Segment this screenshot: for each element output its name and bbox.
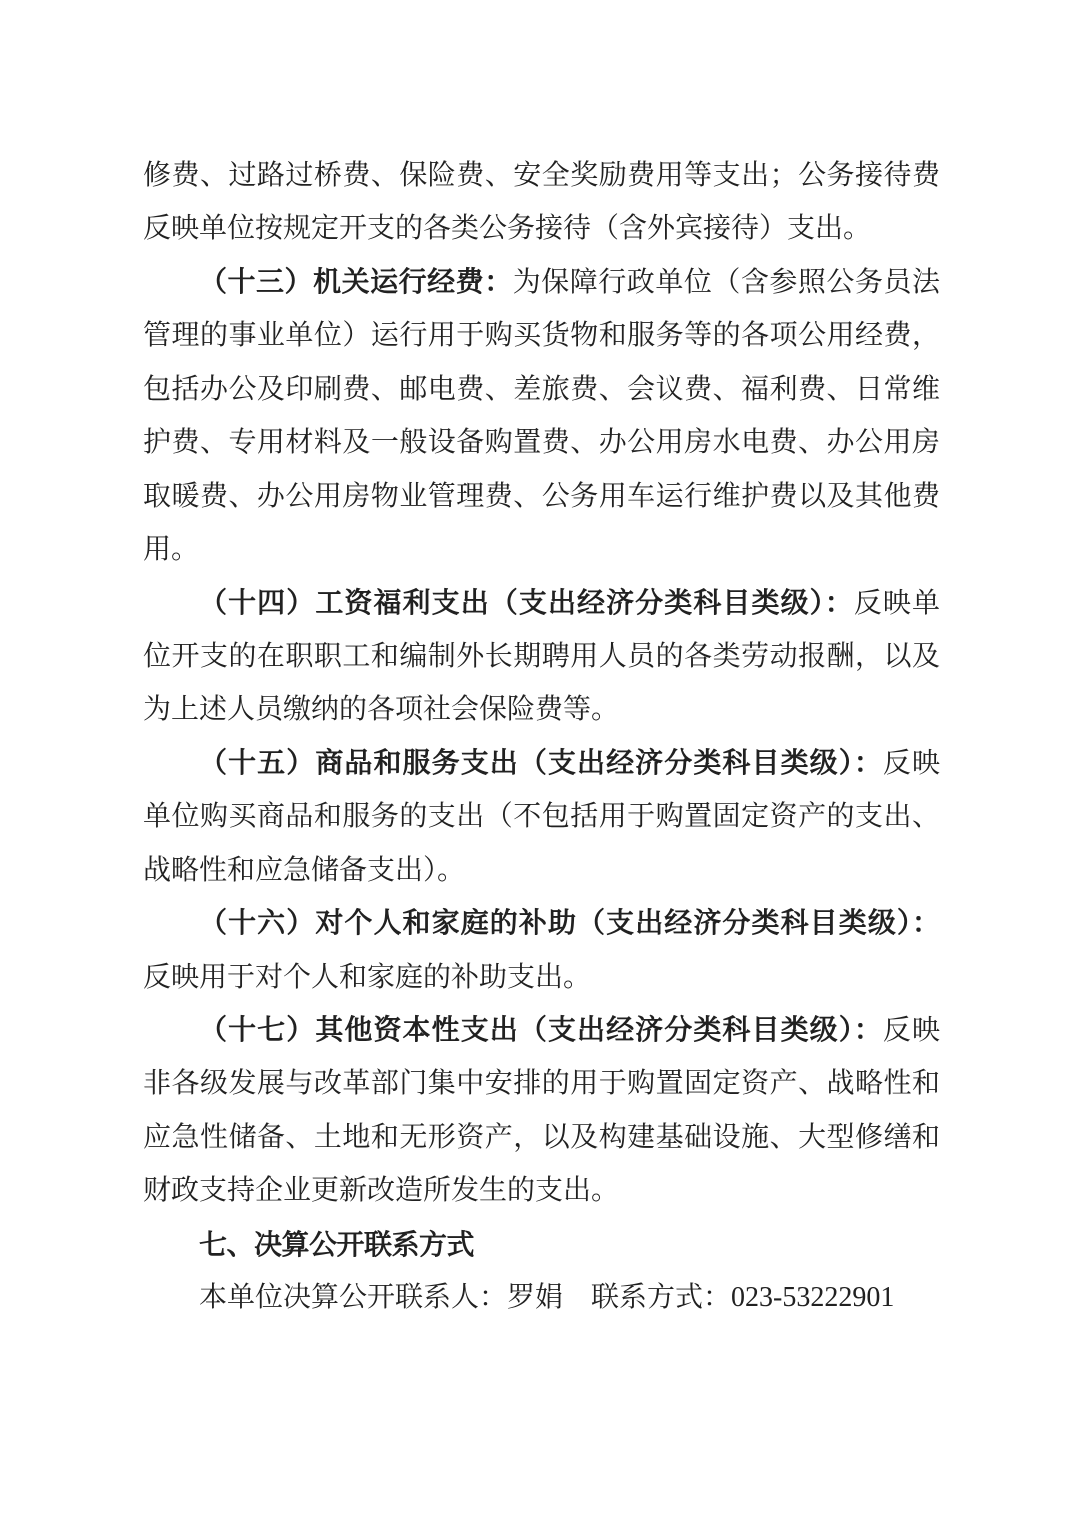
line-text: 反映: [882, 747, 940, 779]
text-line: [143, 737, 940, 790]
line-text: 为上述人员缴纳的各项社会保险费等。: [143, 694, 620, 726]
line-text: 单位购买商品和服务的支出（不包括用于购置固定资产的支出、: [143, 801, 940, 833]
text-line: [143, 951, 940, 1004]
text-line: [143, 523, 940, 576]
text-line: [143, 1057, 940, 1110]
bold-lead-text: （十六）对个人和家庭的补助（支出经济分类科目类级）：: [199, 908, 940, 940]
line-text: 反映单: [853, 587, 940, 619]
line-text: 为保障行政单位（含参照公务员法: [512, 266, 940, 298]
text-line: [143, 897, 940, 950]
text-line: [143, 1164, 940, 1217]
section-heading: [143, 1218, 940, 1271]
bold-lead-text: （十五）商品和服务支出（支出经济分类科目类级）：: [199, 747, 883, 779]
text-line: [143, 1004, 940, 1057]
bold-lead-text: （十七）其他资本性支出（支出经济分类科目类级）：: [199, 1015, 883, 1046]
line-text: 非各级发展与改革部门集中安排的用于购置固定资产、战略性和: [143, 1068, 940, 1100]
text-line: [143, 630, 940, 683]
line-text: 位开支的在职职工和编制外长期聘用人员的各类劳动报酬，以及: [143, 640, 940, 672]
line-text: 包括办公及印刷费、邮电费、差旅费、会议费、福利费、日常维: [143, 373, 940, 405]
text-line: [143, 683, 940, 736]
bold-lead-text: （十四）工资福利支出（支出经济分类科目类级）：: [199, 587, 854, 619]
line-text: 修费、过路过桥费、保险费、安全奖励费用等支出；公务接待费: [143, 160, 940, 191]
line-text: 本单位决算公开联系人：罗娟 联系方式：023-53222901: [199, 1282, 895, 1314]
line-text: 取暖费、办公用房物业管理费、公务用车运行维护费以及其他费: [143, 480, 940, 512]
text-line: [143, 577, 940, 630]
line-text: 反映: [882, 1015, 940, 1046]
line-text: 财政支持企业更新改造所发生的支出。: [143, 1175, 620, 1207]
text-line: [143, 256, 940, 309]
line-text: 护费、专用材料及一般设备购置费、办公用房水电费、办公用房: [143, 427, 940, 459]
text-line: [143, 309, 940, 362]
text-line: [143, 416, 940, 469]
line-text: 应急性储备、土地和无形资产，以及构建基础设施、大型修缮和: [143, 1121, 940, 1153]
bold-lead-text: （十三）机关运行经费：: [199, 266, 513, 298]
text-line: [143, 1111, 940, 1164]
text-line: [143, 363, 940, 416]
line-text: 战略性和应急储备支出）。: [143, 854, 466, 886]
text-line: [143, 790, 940, 843]
line-text: 反映单位按规定开支的各类公务接待（含外宾接待）支出。: [143, 213, 872, 245]
line-text: 七、决算公开联系方式: [199, 1228, 475, 1260]
line-text: 反映用于对个人和家庭的补助支出。: [143, 961, 592, 993]
text-line: [143, 202, 940, 255]
line-text: 用。: [143, 534, 200, 566]
text-line: [143, 149, 940, 202]
text-line: [143, 844, 940, 897]
text-line: [143, 470, 940, 523]
text-line: [143, 1271, 940, 1324]
document-body: [143, 149, 940, 1325]
line-text: 管理的事业单位）运行用于购买货物和服务等的各项公用经费，: [143, 320, 940, 352]
